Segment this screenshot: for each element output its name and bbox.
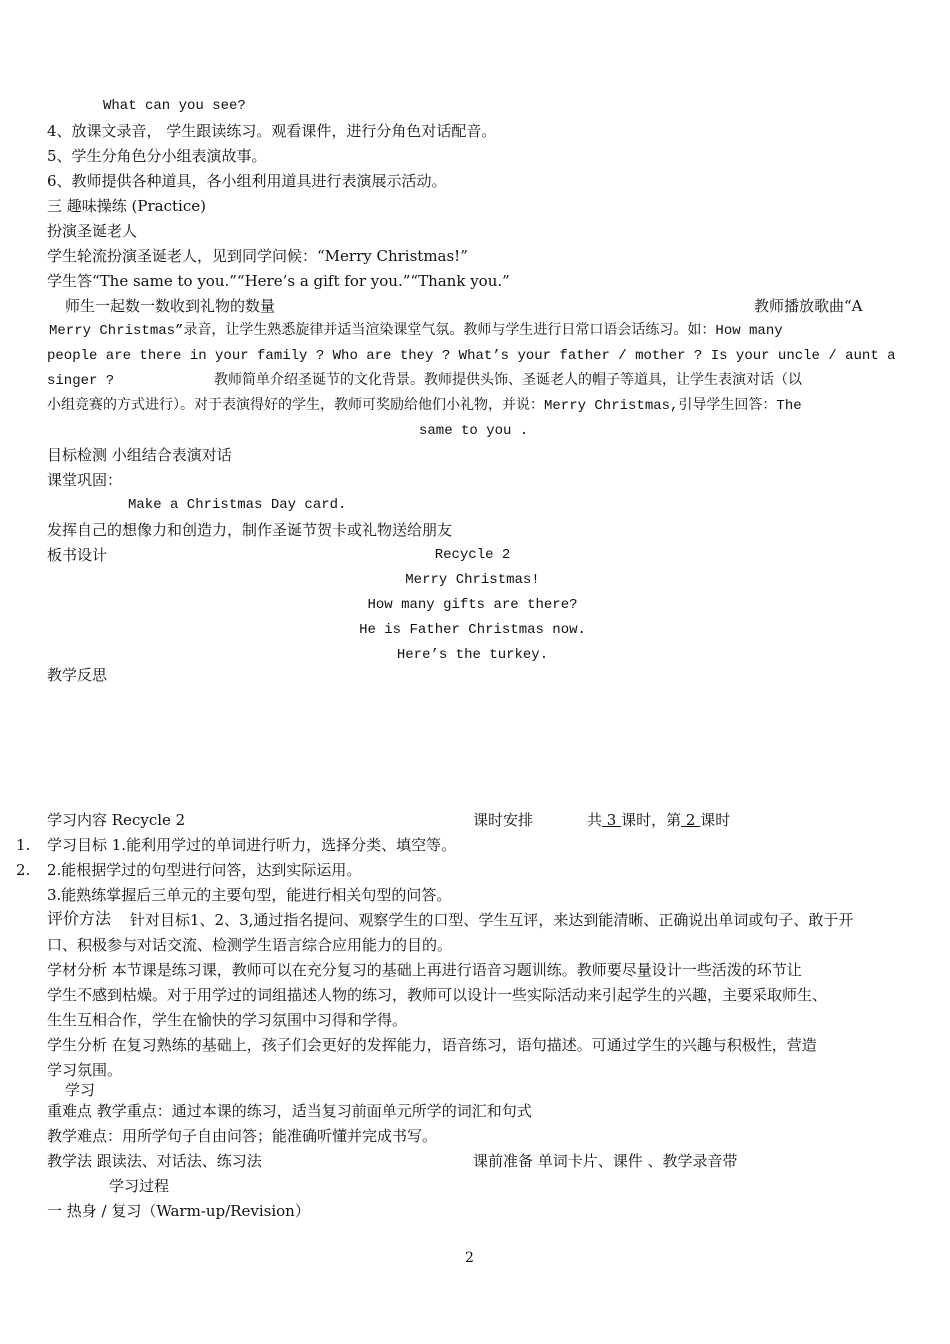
eval-heading: 评价方法 [47, 909, 112, 928]
paragraph-line: people are there in your family ? Who are they ? What’s your father / mother ? Is your uncle / aunt a [47, 348, 896, 364]
page-number: 2 [465, 1250, 474, 1266]
text-line: 3.能熟练掌握后三单元的主要句型，能进行相关句型的问答。 [47, 886, 452, 904]
text-line: 发挥自己的想像力和创造力，制作圣诞节贺卡或礼物送给朋友 [47, 521, 453, 539]
text-line: 学习目标 1.能利用学过的单词进行听力，选择分类、填空等。 [47, 836, 457, 854]
text-line: 学习氛围。 [47, 1061, 123, 1079]
paragraph-line: 小组竞赛的方式进行）。对于表演得好的学生，教师可奖励给他们小礼物，并说：Merry Christmas,引导学生回答：The [47, 398, 802, 414]
text-line: 重难点 教学重点：通过本课的练习，适当复习前面单元所学的词汇和句式 [47, 1102, 532, 1120]
section-heading: 一 热身 / 复习（Warm-up/Revision） [47, 1202, 310, 1220]
content-label: 学习内容 Recycle 2 [47, 811, 186, 829]
text-line: 目标检测 小组结合表演对话 [47, 446, 232, 464]
text-line: What can you see? [103, 98, 246, 114]
list-number: 1. [16, 836, 31, 854]
section-heading: 三 趣味操练 (Practice) [47, 197, 206, 215]
text-line: Make a Christmas Day card. [128, 497, 347, 513]
text-line: 课堂巩固： [47, 471, 123, 489]
text-line: 学生轮流扮演圣诞老人，见到同学问候：“Merry Christmas!” [47, 247, 468, 265]
text-line: 教学反思 [47, 666, 108, 684]
text-line: 生生互相合作，学生在愉快的学习氛围中习得和学得。 [47, 1011, 408, 1029]
board-line: Recycle 2 [434, 547, 511, 563]
text-line: 口、积极参与对话交流、检测学生语言综合应用能力的目的。 [47, 936, 453, 954]
paragraph-line: Merry Christmas”录音，让学生熟悉旋律并适当渲染课堂气氛。教师与学生进行日常口语会话练习。如：How many [49, 323, 783, 339]
text-line: 学生分析 在复习熟练的基础上，孩子们会更好的发挥能力，语音练习，语句描述。可通过学生的兴趣与积极性，营造 [47, 1036, 817, 1054]
text-line: 学习过程 [109, 1177, 170, 1195]
text-line: 5、学生分角色分小组表演故事。 [47, 147, 267, 165]
board-line: He is Father Christmas now. [359, 622, 586, 638]
text-line: 课前准备 单词卡片、课件 、教学录音带 [473, 1152, 738, 1170]
text-line: 学材分析 本节课是练习课，教师可以在充分复习的基础上再进行语音习题训练。教师要尽量设计一些活泼的环节让 [47, 961, 802, 979]
text-line: 针对目标1、2、3,通过指名提问、观察学生的口型、学生互评，来达到能清晰、正确说出单词或句子、敢于开 [130, 911, 854, 929]
text-line: 学生不感到枯燥。对于用学过的词组描述人物的练习，教师可以设计一些实际活动来引起学生的兴趣，主要采取师生、 [47, 986, 828, 1004]
board-line: Merry Christmas! [405, 572, 540, 588]
schedule-value: 共 3 课时，第 2 课时 [587, 811, 731, 829]
board-line: How many gifts are there? [367, 597, 578, 613]
text-line: 学生答“The same to you.”“Here’s a gift for you.”“Thank you.” [47, 272, 510, 290]
text-line: 6、教师提供各种道具，各小组利用道具进行表演展示活动。 [47, 172, 447, 190]
text-line: 教师播放歌曲“A [754, 297, 863, 315]
text-line: 2.能根据学过的句型进行问答，达到实际运用。 [47, 861, 362, 879]
board-line: Here’s the turkey. [396, 647, 549, 663]
text-line: 师生一起数一数收到礼物的数量 [65, 297, 276, 315]
text-line: 板书设计 [47, 546, 108, 564]
schedule-label: 课时安排 [473, 811, 534, 829]
paragraph-line: 教师简单介绍圣诞节的文化背景。教师提供头饰、圣诞老人的帽子等道具，让学生表演对话（以 [214, 373, 802, 389]
text-line: 4、放课文录音， 学生跟读练习。观看课件，进行分角色对话配音。 [47, 122, 497, 140]
text-line: 教学法 跟读法、对话法、练习法 [47, 1152, 262, 1170]
text-line: 教学难点：用所学句子自由问答；能准确听懂并完成书写。 [47, 1127, 438, 1145]
paragraph-line: singer ? [47, 373, 115, 389]
list-number: 2. [16, 861, 31, 879]
paragraph-line: same to you . [419, 423, 529, 439]
text-line: 扮演圣诞老人 [47, 222, 138, 240]
text-line: 学习 [65, 1081, 96, 1099]
